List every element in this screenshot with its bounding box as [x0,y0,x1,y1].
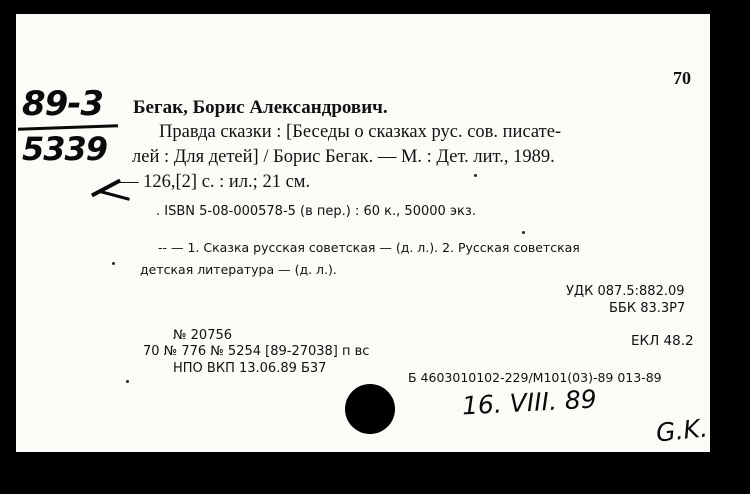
order-number: № 20756 [173,328,233,343]
title-line-3: — 126,[2] с. : ил.; 21 см. [120,172,311,192]
isbn-line: . ISBN 5-08-000578-5 (в пер.) : 60 к., 50000 экз. [156,204,476,219]
catalog-card [16,14,710,452]
title-line-1: Правда сказки : [Беседы о сказках рус. сов. писате- [159,122,562,142]
subjects-line-2: детская литература — (д. л.). [140,262,337,277]
catalog-code: Б 4603010102-229/М101(03)-89 013-89 [408,370,662,385]
title-line-2: лей : Для детей] / Борис Бегак. — М. : Дет. лит., 1989. [132,147,555,167]
card-punch-hole [345,384,395,434]
speck [474,174,477,177]
speck [126,380,129,383]
subjects-line-1: -- — 1. Сказка русская советская — (д. л.). 2. Русская советская [158,240,580,255]
handwritten-date-note: 16. VIII. 89 [461,384,598,421]
handwritten-call-number-top: 89-3 [22,84,104,124]
bbk-code: ББК 83.3Р7 [609,301,686,316]
handwritten-call-number-bottom: 5339 [22,130,108,168]
ekl-code: ЕКЛ 48.2 [631,333,694,349]
speck [522,231,525,234]
udk-code: УДК 087.5:882.09 [566,284,685,299]
speck [112,262,115,265]
author-heading: Бегак, Борис Александрович. [133,97,388,118]
print-info: 70 № 776 № 5254 [89-27038] п вс [143,344,370,359]
npo-line: НПО ВКП 13.06.89 Б37 [173,361,327,376]
page-number: 70 [673,68,691,88]
handwritten-initials: G.K. [654,413,710,448]
